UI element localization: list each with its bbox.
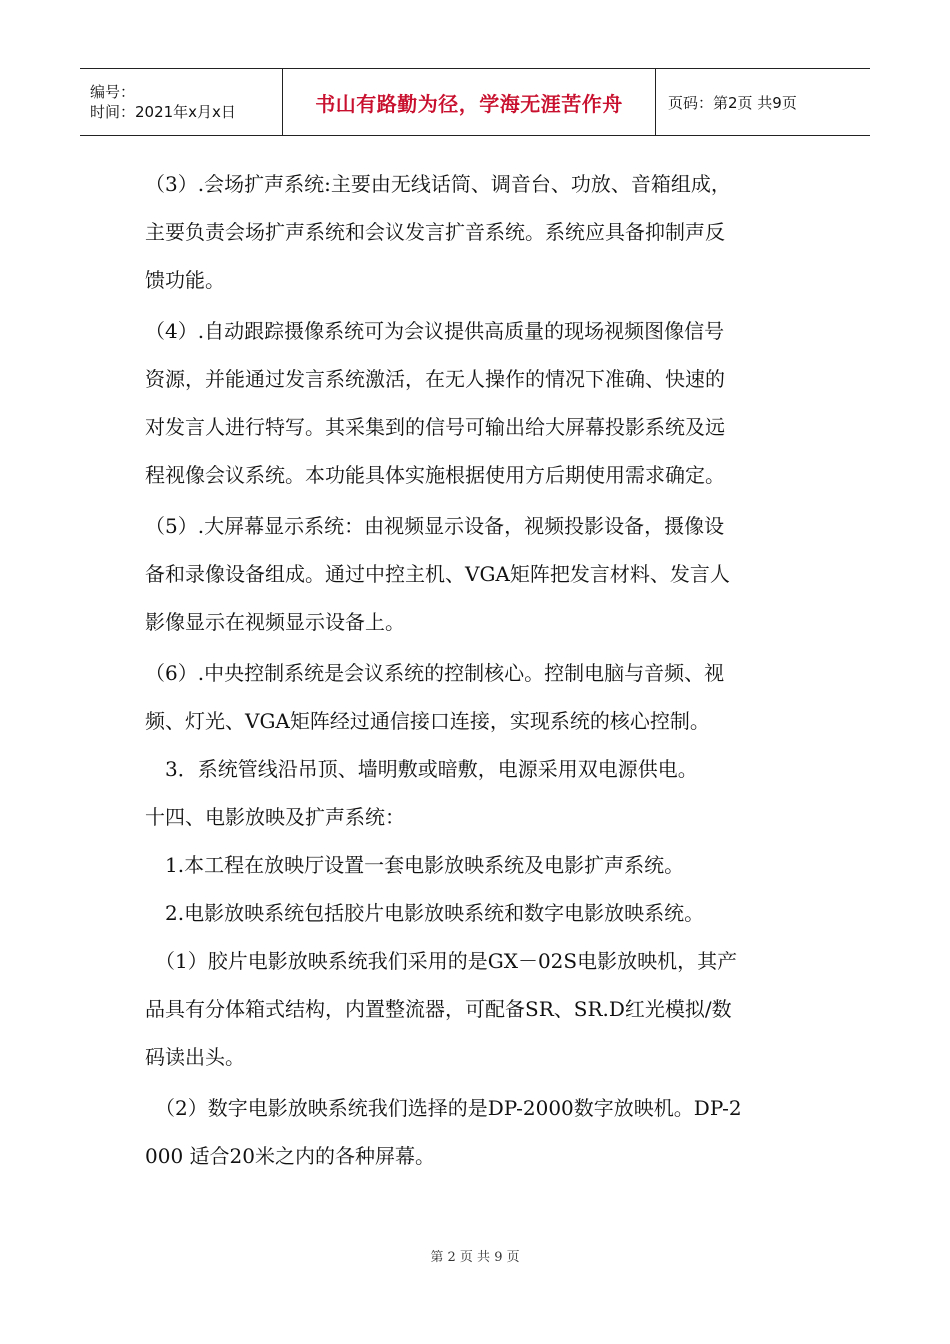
- body-line: （2）数字电影放映系统我们选择的是DP-2000数字放映机。DP-2: [145, 1096, 742, 1120]
- body-line: 备和录像设备组成。通过中控主机、VGA矩阵把发言材料、发言人: [145, 562, 730, 586]
- page-info: 页码：第2页 共9页: [668, 93, 797, 112]
- time-label: 时间：2021年x月x日: [90, 103, 236, 121]
- body-line: 主要负责会场扩声系统和会议发言扩音系统。系统应具备抑制声反: [145, 220, 725, 244]
- body-line: （4）.自动跟踪摄像系统可为会议提供高质量的现场视频图像信号: [145, 319, 725, 343]
- body-line: 品具有分体箱式结构，内置整流器，可配备SR、SR.D红光模拟/数: [145, 997, 732, 1021]
- body-line: 1.本工程在放映厅设置一套电影放映系统及电影扩声系统。: [145, 853, 685, 877]
- number-label: 编号：: [90, 83, 136, 101]
- document-body: [145, 160, 815, 1180]
- body-line: 频、灯光、VGA矩阵经过通信接口连接，实现系统的核心控制。: [145, 709, 710, 733]
- body-line: （5）.大屏幕显示系统：由视频显示设备，视频投影设备，摄像设: [145, 514, 725, 538]
- body-line: （3）.会场扩声系统:主要由无线话筒、调音台、功放、音箱组成，: [145, 172, 731, 196]
- body-line: 资源，并能通过发言系统激活，在无人操作的情况下准确、快速的: [145, 367, 725, 391]
- header-motto-cell: [283, 69, 656, 135]
- body-line: 影像显示在视频显示设备上。: [145, 610, 405, 634]
- header-meta-cell: [80, 69, 283, 135]
- body-line: 程视像会议系统。本功能具体实施根据使用方后期使用需求确定。: [145, 463, 725, 487]
- motto-text: 书山有路勤为径，学海无涯苦作舟: [315, 91, 623, 116]
- body-line: （6）.中央控制系统是会议系统的控制核心。控制电脑与音频、视: [145, 661, 725, 685]
- body-line: 000 适合20米之内的各种屏幕。: [145, 1144, 435, 1168]
- section-heading: 十四、电影放映及扩声系统：: [145, 805, 405, 829]
- header-page-cell: [656, 69, 870, 135]
- body-line: 对发言人进行特写。其采集到的信号可输出给大屏幕投影系统及远: [145, 415, 725, 439]
- body-line: 2.电影放映系统包括胶片电影放映系统和数字电影放映系统。: [145, 901, 705, 925]
- body-line: 码读出头。: [145, 1045, 245, 1069]
- body-line: 3．系统管线沿吊顶、墙明敷或暗敷，电源采用双电源供电。: [145, 757, 698, 781]
- page-footer: [0, 1246, 950, 1265]
- body-line: 馈功能。: [145, 268, 225, 292]
- footer-page-number: 第 2 页 共 9 页: [430, 1250, 520, 1265]
- body-line: （1）胶片电影放映系统我们采用的是GX－02S电影放映机，其产: [145, 949, 738, 973]
- document-header: [80, 68, 870, 136]
